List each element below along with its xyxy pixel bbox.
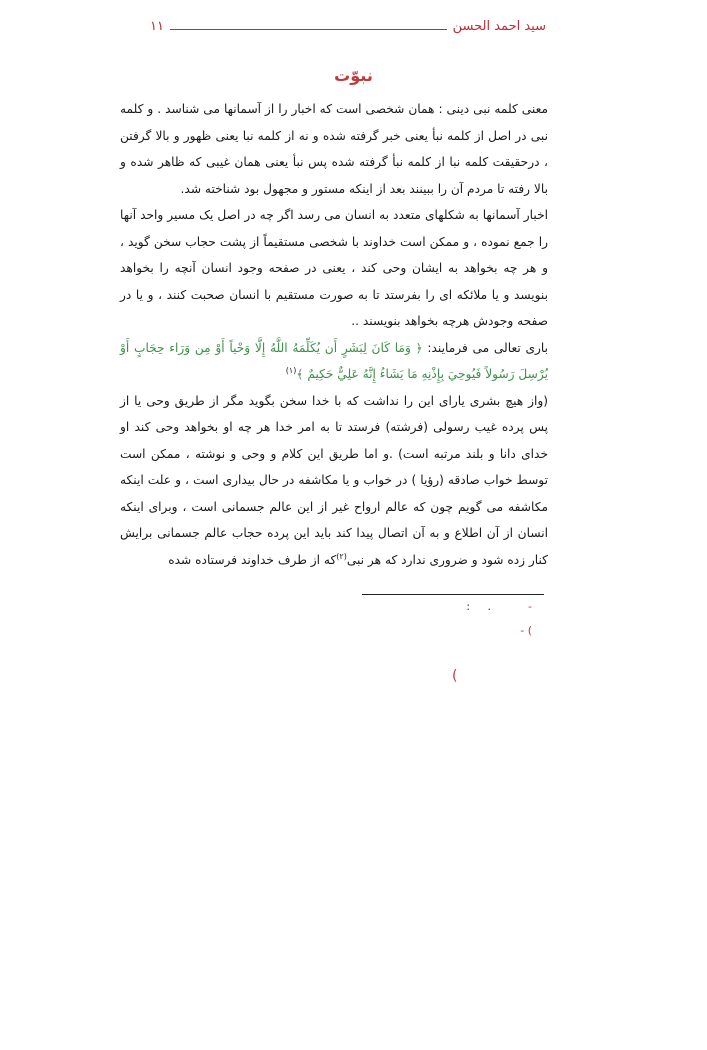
translation-text: (واز هیچ بشری یارای این را نداشت که با خدا سخن بگوید مگر از طریق وحی یا از پس پرده غیب رسولی (فرشته) فرستد تا به امر خدا هر چه او بخواهد وحی کند او خدای دانا و بلند مرتبه است) .و اما طریق این کلام و وحی و نوشته ، ممکن است توسط خواب صادقه (رؤیا ) در خواب و یا مکاشفه در حال بیداری است ، و علت اینکه مکاشفه می گویم چون که عالم ارواح غیر از این عالم جسمانی است ، وبرای اینکه انسان از آن اطلاع و به آن اتصال پیدا کند باید این پرده حجاب عالم جسمانی برایش کنار زده شود و ضروری ندارد که هر نبی bbox=[120, 393, 548, 567]
footnote-1-text: . : bbox=[466, 600, 491, 613]
page-number: ۱۱ bbox=[150, 19, 164, 34]
paragraph-quran-citation bbox=[120, 335, 548, 388]
paragraph-definition: معنی کلمه نبی دینی : همان شخصی است که اخبار را از آسمانها می شناسد . و کلمه نبی در اصل از کلمه نبأ یعنی خبر گرفته شده و نه از کلمه نبا یعنی ظهور و بالا گرفتن ، درحقیقت کلمه نبا از کلمه نبأ گرفته شده پس نبأ یعنی همان غیبی که ظاهر شده و بالا رفته تا مردم آن را ببینند بعد از اینکه مستور و مجهول بود شناخته شد. bbox=[120, 102, 548, 196]
header-author: سید احمد الحسن bbox=[452, 19, 546, 34]
footnote-ref-2: (۲) bbox=[336, 551, 347, 561]
quran-verse: ﴿ وَمَا كَانَ لِبَشَرٍ أَن يُكَلِّمَهُ اللَّهُ إِلَّا وَحْياً أَوْ مِن وَرَاء حِجَابٍ أَوْ يُرْسِلَ رَسُولاً فَيُوحِيَ بِإِذْنِهِ مَا يَشَاءُ إِنَّهُ عَلِيٌّ حَكِيمٌ ﴾ bbox=[120, 340, 548, 381]
running-header bbox=[150, 12, 546, 34]
citation-intro: باری تعالی می فرمایند: bbox=[422, 340, 548, 355]
body-text bbox=[120, 96, 548, 573]
footnote-divider bbox=[362, 594, 544, 595]
header-rule bbox=[170, 29, 447, 30]
translation-tail: که از طرف خداوند فرستاده شده bbox=[168, 552, 337, 567]
footnote-ref-1: (۱) bbox=[285, 365, 297, 375]
stray-parenthesis: ( bbox=[452, 668, 458, 684]
footnote-2-marker: ) - bbox=[520, 624, 532, 637]
section-title: نبوّت bbox=[334, 66, 373, 85]
footnote-1-marker: - bbox=[528, 600, 532, 613]
paragraph-revelation-forms: اخبار آسمانها به شکلهای متعدد به انسان می رسد اگر چه در اصل یک مسیر واحد آنها را جمع نموده ، و ممکن است خداوند با شخصی مستقیماً از پشت حجاب سخن گوید ، و هر چه بخواهد به ایشان وحی کند ، یعنی در صفحه وجود انسان آنچه را بخواهد بنویسد و یا ملائکه ای را بفرستد تا به صورت مستقیم با انسان صحبت کنند ، و یا در صفحه وجودش هرچه بخواهد بنویسند .. bbox=[120, 208, 548, 328]
paragraph-translation bbox=[120, 388, 548, 574]
